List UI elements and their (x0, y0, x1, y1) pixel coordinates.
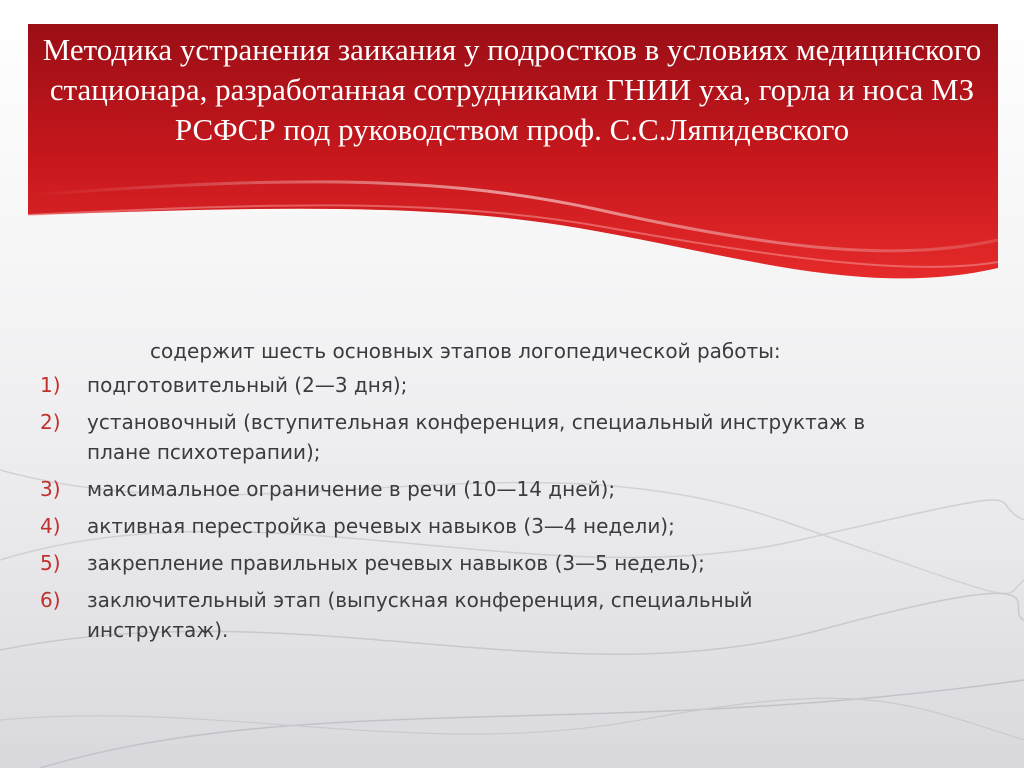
list-item-text: активная перестройка речевых навыков (3—4 недели); (87, 514, 675, 538)
list-item (40, 407, 900, 467)
slide-title: Методика устранения заикания у подростков в условиях медицинского стационара, разработанная сотрудниками ГНИИ уха, горла и носа МЗ РСФСР под руководством проф. С.С.Ляпидевского (42, 32, 982, 147)
list-item-text: заключительный этап (выпускная конференция, специальный инструктаж). (87, 588, 753, 642)
list-item (40, 474, 900, 504)
list-item-text: закрепление правильных речевых навыков (3—5 недель); (87, 551, 705, 575)
list-item-number: 1) (40, 373, 61, 397)
list-item-number: 4) (40, 514, 61, 538)
list-item-number: 2) (40, 410, 61, 434)
list-item-text: подготовительный (2—3 дня); (87, 373, 408, 397)
intro-text: содержит шесть основных этапов логопедической работы: (150, 339, 781, 363)
list-item-number: 6) (40, 588, 61, 612)
list-item (40, 370, 900, 400)
list-item-number: 5) (40, 551, 61, 575)
list-item (40, 585, 900, 645)
list-item-number: 3) (40, 477, 61, 501)
list-item-text: установочный (вступительная конференция, специальный инструктаж в плане психотерапии); (87, 410, 866, 464)
list-item (40, 548, 900, 578)
list-item (40, 511, 900, 541)
list-item-text: максимальное ограничение в речи (10—14 дней); (87, 477, 616, 501)
stages-list (40, 370, 900, 652)
